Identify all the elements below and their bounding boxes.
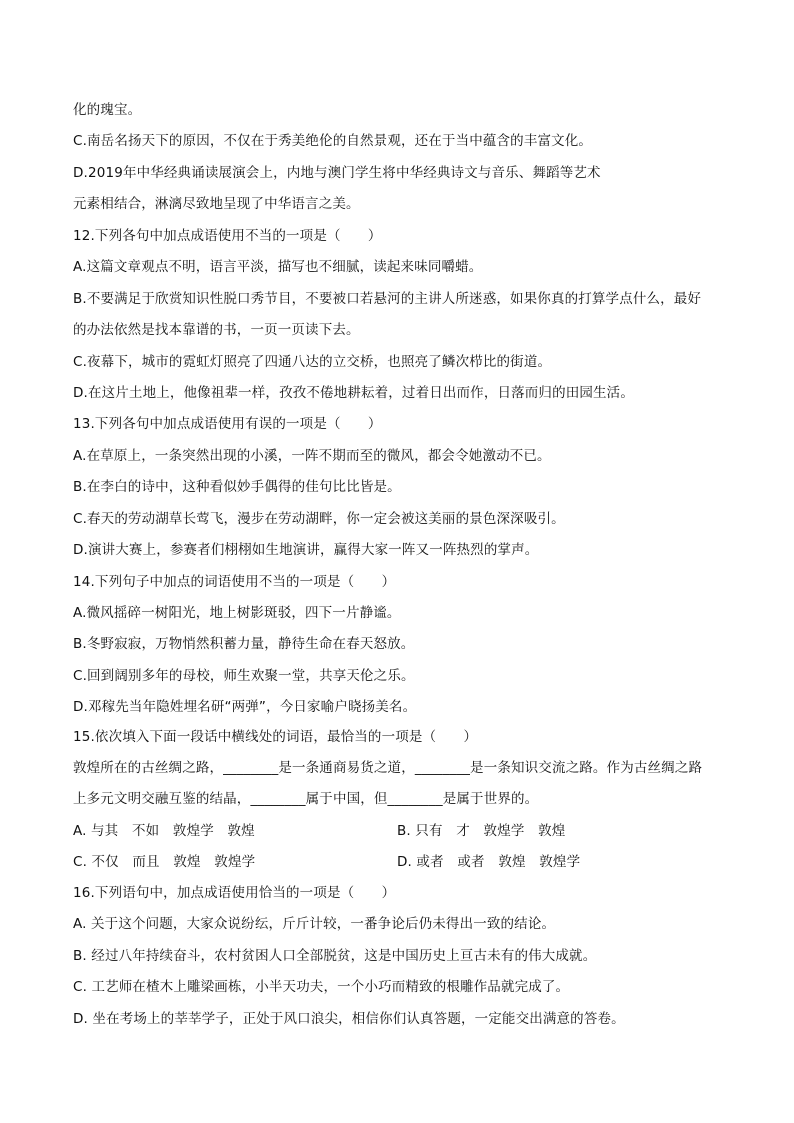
question-13-option-c: C.春天的劳动湖草长莺飞，漫步在劳动湖畔，你一定会被这美丽的景色深深吸引。 [73,511,565,527]
question-16-option-b: B. 经过八年持续奋斗，农村贫困人口全部脱贫，这是中国历史上亘古未有的伟大成就。 [73,948,597,964]
question-13-stem: 13.下列各句中加点成语使用有误的一项是（ ） [73,416,382,432]
text-line: C.南岳名扬天下的原因，不仅在于秀美绝伦的自然景观，还在于当中蕴含的丰富文化。 [73,133,593,149]
question-12-option-c: C.夜幕下，城市的霓虹灯照亮了四通八达的立交桥，也照亮了鳞次栉比的街道。 [73,354,552,370]
question-14-option-a: A.微风摇碎一树阳光，地上树影斑驳，四下一片静谧。 [73,605,401,621]
question-16-option-c: C. 工艺师在楂木上雕梁画栋，小半天功夫，一个小巧而精致的根雕作品就完成了。 [73,979,570,995]
question-16-option-a: A. 关于这个问题，大家众说纷纭，斤斤计较，一番争论后仍未得出一致的结论。 [73,916,556,932]
question-15-options-row-1 [73,821,713,841]
question-13-option-b: B.在李白的诗中，这种看似妙手偶得的佳句比比皆是。 [73,479,401,495]
question-15-option-d: D. 或者 或者 敦煌 敦煌学 [397,854,581,870]
question-14-stem: 14.下列句子中加点的词语使用不当的一项是（ ） [73,574,396,590]
question-13-option-a: A.在草原上，一条突然出现的小溪，一阵不期而至的微风，都会令她激动不已。 [73,448,551,464]
question-14-option-d: D.邓稼先当年隐姓埋名研“两弹”，今日家喻户晓扬美名。 [73,699,417,715]
question-12-option-a: A.这篇文章观点不明，语言平淡，描写也不细腻，读起来味同嚼蜡。 [73,259,483,275]
question-14-option-b: B.冬野寂寂，万物悄然积蓄力量，静待生命在春天怒放。 [73,636,415,652]
question-15-passage-cont: 上多元文明交融互鉴的结晶，________属于中国，但________是属于世界的。 [73,791,539,807]
question-12-option-b-cont: 的办法依然是找本靠谱的书，一页一页读下去。 [73,322,360,338]
question-15-option-c: C. 不仅 而且 敦煌 敦煌学 [73,854,256,870]
question-16-option-d: D. 坐在考场上的莘莘学子，正处于风口浪尖，相信你们认真答题，一定能交出满意的答卷。 [73,1011,625,1027]
question-15-options-row-2 [73,852,713,872]
question-15-option-b: B. 只有 才 敦煌学 敦煌 [397,823,566,839]
text-line: 化的瑰宝。 [73,102,142,118]
question-12-option-b: B.不要满足于欣赏知识性脱口秀节目，不要被口若悬河的主讲人所迷惑，如果你真的打算学点什么，最好 [73,291,702,307]
question-15-passage: 敦煌所在的古丝绸之路，________是一条通商易货之道，________是一条知识交流之路。作为古丝绸之路 [73,760,703,776]
text-line: 元素相结合，淋漓尽致地呈现了中华语言之美。 [73,196,360,212]
question-13-option-d: D.演讲大赛上，参赛者们栩栩如生地演讲，赢得大家一阵又一阵热烈的掌声。 [73,542,539,558]
question-15-stem: 15.依次填入下面一段话中横线处的词语，最恰当的一项是（ ） [73,729,478,745]
question-12-option-d: D.在这片土地上，他像祖辈一样，孜孜不倦地耕耘着，过着日出而作，日落而归的田园生活。 [73,385,634,401]
text-line: D.2019年中华经典诵读展演会上，内地与澳门学生将中华经典诗文与音乐、舞蹈等艺术 [73,165,601,181]
question-14-option-c: C.回到阔别多年的母校，师生欢聚一堂，共享天伦之乐。 [73,668,415,684]
question-12-stem: 12.下列各句中加点成语使用不当的一项是（ ） [73,228,382,244]
question-16-stem: 16.下列语句中，加点成语使用恰当的一项是（ ） [73,885,396,901]
question-15-option-a: A. 与其 不如 敦煌学 敦煌 [73,823,255,839]
